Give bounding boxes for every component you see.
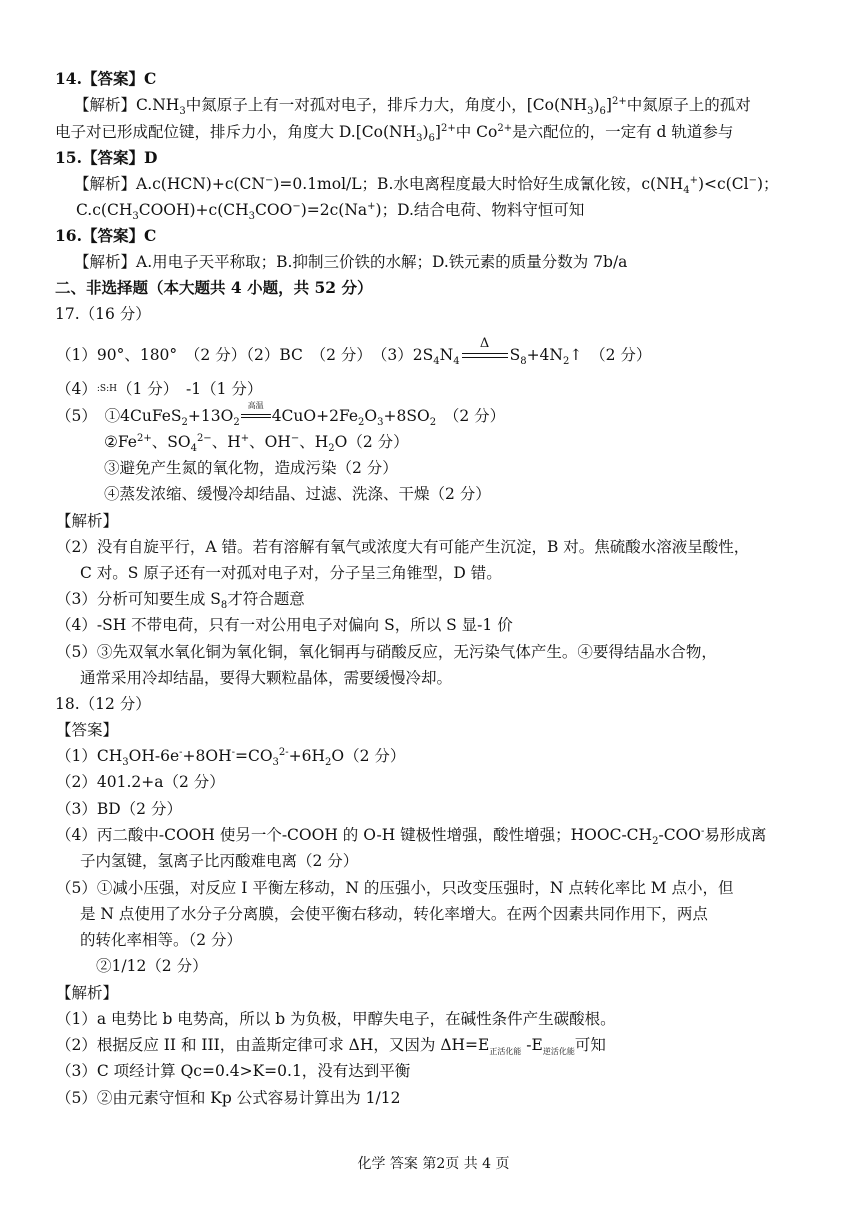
q17-explanation-4: （4）-SH 不带电荷，只有一对公用电子对偏向 S，所以 S 显-1 价 <box>56 616 513 634</box>
q18-explanation-2: （2）根据反应 II 和 III，由盖斯定律可求 ΔH，又因为 $\Delta H=E_{正活化能}$ $-E_{逆活化能}$可知 <box>56 1036 606 1057</box>
q18-explanation-1: （1）a 电势比 b 电势高，所以 b 为负极，甲醇失电子，在碱性条件产生碳酸根。 <box>56 1010 616 1028</box>
q17-answer-1-3: （1）90°、180° （2 分）（2）BC （2 分） $(3)2S_4N_4$ Δ $S_8+4N_2↑$ （2 分） <box>56 336 652 368</box>
q18-explanation-3: （3）C 项经计算 Qc=0.4>K=0.1，没有达到平衡 <box>56 1062 411 1080</box>
q18-answer-5c: 的转化率相等。（2 分） <box>80 931 243 949</box>
q17-answer-5-2: $②Fe^{2+}$、$SO_4^{2-}$、H+、OH−、$H_2O(2$ 分） <box>104 432 409 455</box>
page-footer: 化学 答案 第2页 共 4 页 <box>357 1156 510 1172</box>
q17-answer-5-1: （5） $①4CuFeS_2+13O_2$ 高温 $4CuO+2Fe_2O_3+8SO_2$ （2 分） <box>56 401 506 429</box>
q18-explanation-5: （5）②由元素守恒和 Kp 公式容易计算出为 1/12 <box>56 1089 401 1107</box>
q18-head: 18.（12 分） <box>55 695 151 713</box>
section-title: 二、非选择题（本大题共 4 小题，共 52 分） <box>55 278 373 297</box>
heat-arrow: Δ <box>462 350 508 362</box>
q18-explanation-head: 【解析】 <box>56 984 119 1002</box>
q17-explanation-3: （3）分析可知要生成 $S_8$才符合题意 <box>56 590 305 612</box>
q18-answer-head: 【答案】 <box>56 721 119 739</box>
lewis-structure: :S:H <box>96 384 117 394</box>
q15-explanation-line2: $C.c(CH_3COOH)+c(CH_3COO^-)=2c(Na^+)$；D.结合电荷、物料守恒可知 <box>76 200 585 223</box>
q18-answer-3: （3）BD（2 分） <box>56 800 182 818</box>
q17-explanation-5a: （5）③先双氧水氧化铜为氧化铜，氧化铜再与硝酸反应，无污染气体产生。④要得结晶水合物， <box>56 643 717 661</box>
q15-explanation-line1: 【解析】A.c(HCN)+c(CN−)=0.1mol/L；B.水电离程度最大时恰好生成氰化铵，$c(NH_4^+)<c(Cl^-)$； <box>74 174 779 197</box>
q17-answer-5-3: ③避免产生氮的氧化物，造成污染（2 分） <box>104 459 398 477</box>
q17-explanation-head: 【解析】 <box>56 512 119 530</box>
q18-answer-1: $(1)CH_3OH-6e^-+8OH^-=CO_3^{2-}+6H_2O(2$ 分） <box>56 746 406 769</box>
q17-head: 17.（16 分） <box>55 305 151 323</box>
q17-explanation-5b: 通常采用冷却结晶，要得大颗粒晶体，需要缓慢冷却。 <box>80 669 453 687</box>
q18-answer-4a: （4）丙二酸中-COOH 使另一个-COOH 的 O-H 键极性增强，酸性增强；HOOC-$CH_2-COO^-$易形成离 <box>56 825 767 848</box>
q17-answer-5-4: ④蒸发浓缩、缓慢冷却结晶、过滤、洗涤、干燥（2 分） <box>104 485 491 503</box>
q17-explanation-2a: （2）没有自旋平行，A 错。若有溶解有氧气或浓度大有可能产生沉淀，B 对。焦硫酸水溶液呈酸性， <box>56 538 750 556</box>
q14-explanation-line1: 【解析】$C.NH_3$中氮原子上有一对孤对电子，排斥力大，角度小，$[Co(NH_3)_6]^{2+}$中氮原子上的孤对 <box>74 95 751 118</box>
q16-answer: 16.【答案】C <box>55 226 157 245</box>
q14-answer: 14.【答案】C <box>55 69 157 88</box>
q18-answer-5d: ②1/12（2 分） <box>96 957 208 975</box>
q16-explanation: 【解析】A.用电子天平称取；B.抑制三价铁的水解；D.铁元素的质量分数为 7b/a <box>74 253 628 271</box>
high-temp-arrow: 高温 <box>241 411 271 423</box>
q18-answer-5a: （5）①减小压强，对反应 I 平衡左移动，N 的压强小，只改变压强时，N 点转化率比 M 点小，但 <box>56 879 734 897</box>
q14-explanation-line2: 电子对已形成配位键，排斥力小，角度大 $D.[Co(NH_3)_6]^{2+}$中 $Co^{2+}$是六配位的，一定有 d 轨道参与 <box>55 122 734 145</box>
q18-answer-5b: 是 N 点使用了水分子分离膜，会使平衡右移动，转化率增大。在两个因素共同作用下，两点 <box>80 905 708 923</box>
q17-answer-4: （4）:S:H（1 分） -1（1 分） <box>56 380 263 398</box>
q15-answer: 15.【答案】D <box>55 148 158 167</box>
q18-answer-2: （2）401.2+a（2 分） <box>56 773 225 791</box>
q18-answer-4b: 子内氢键，氢离子比丙酸难电离（2 分） <box>80 852 359 870</box>
q17-explanation-2b: C 对。S 原子还有一对孤对电子对，分子呈三角锥型，D 错。 <box>80 564 502 582</box>
